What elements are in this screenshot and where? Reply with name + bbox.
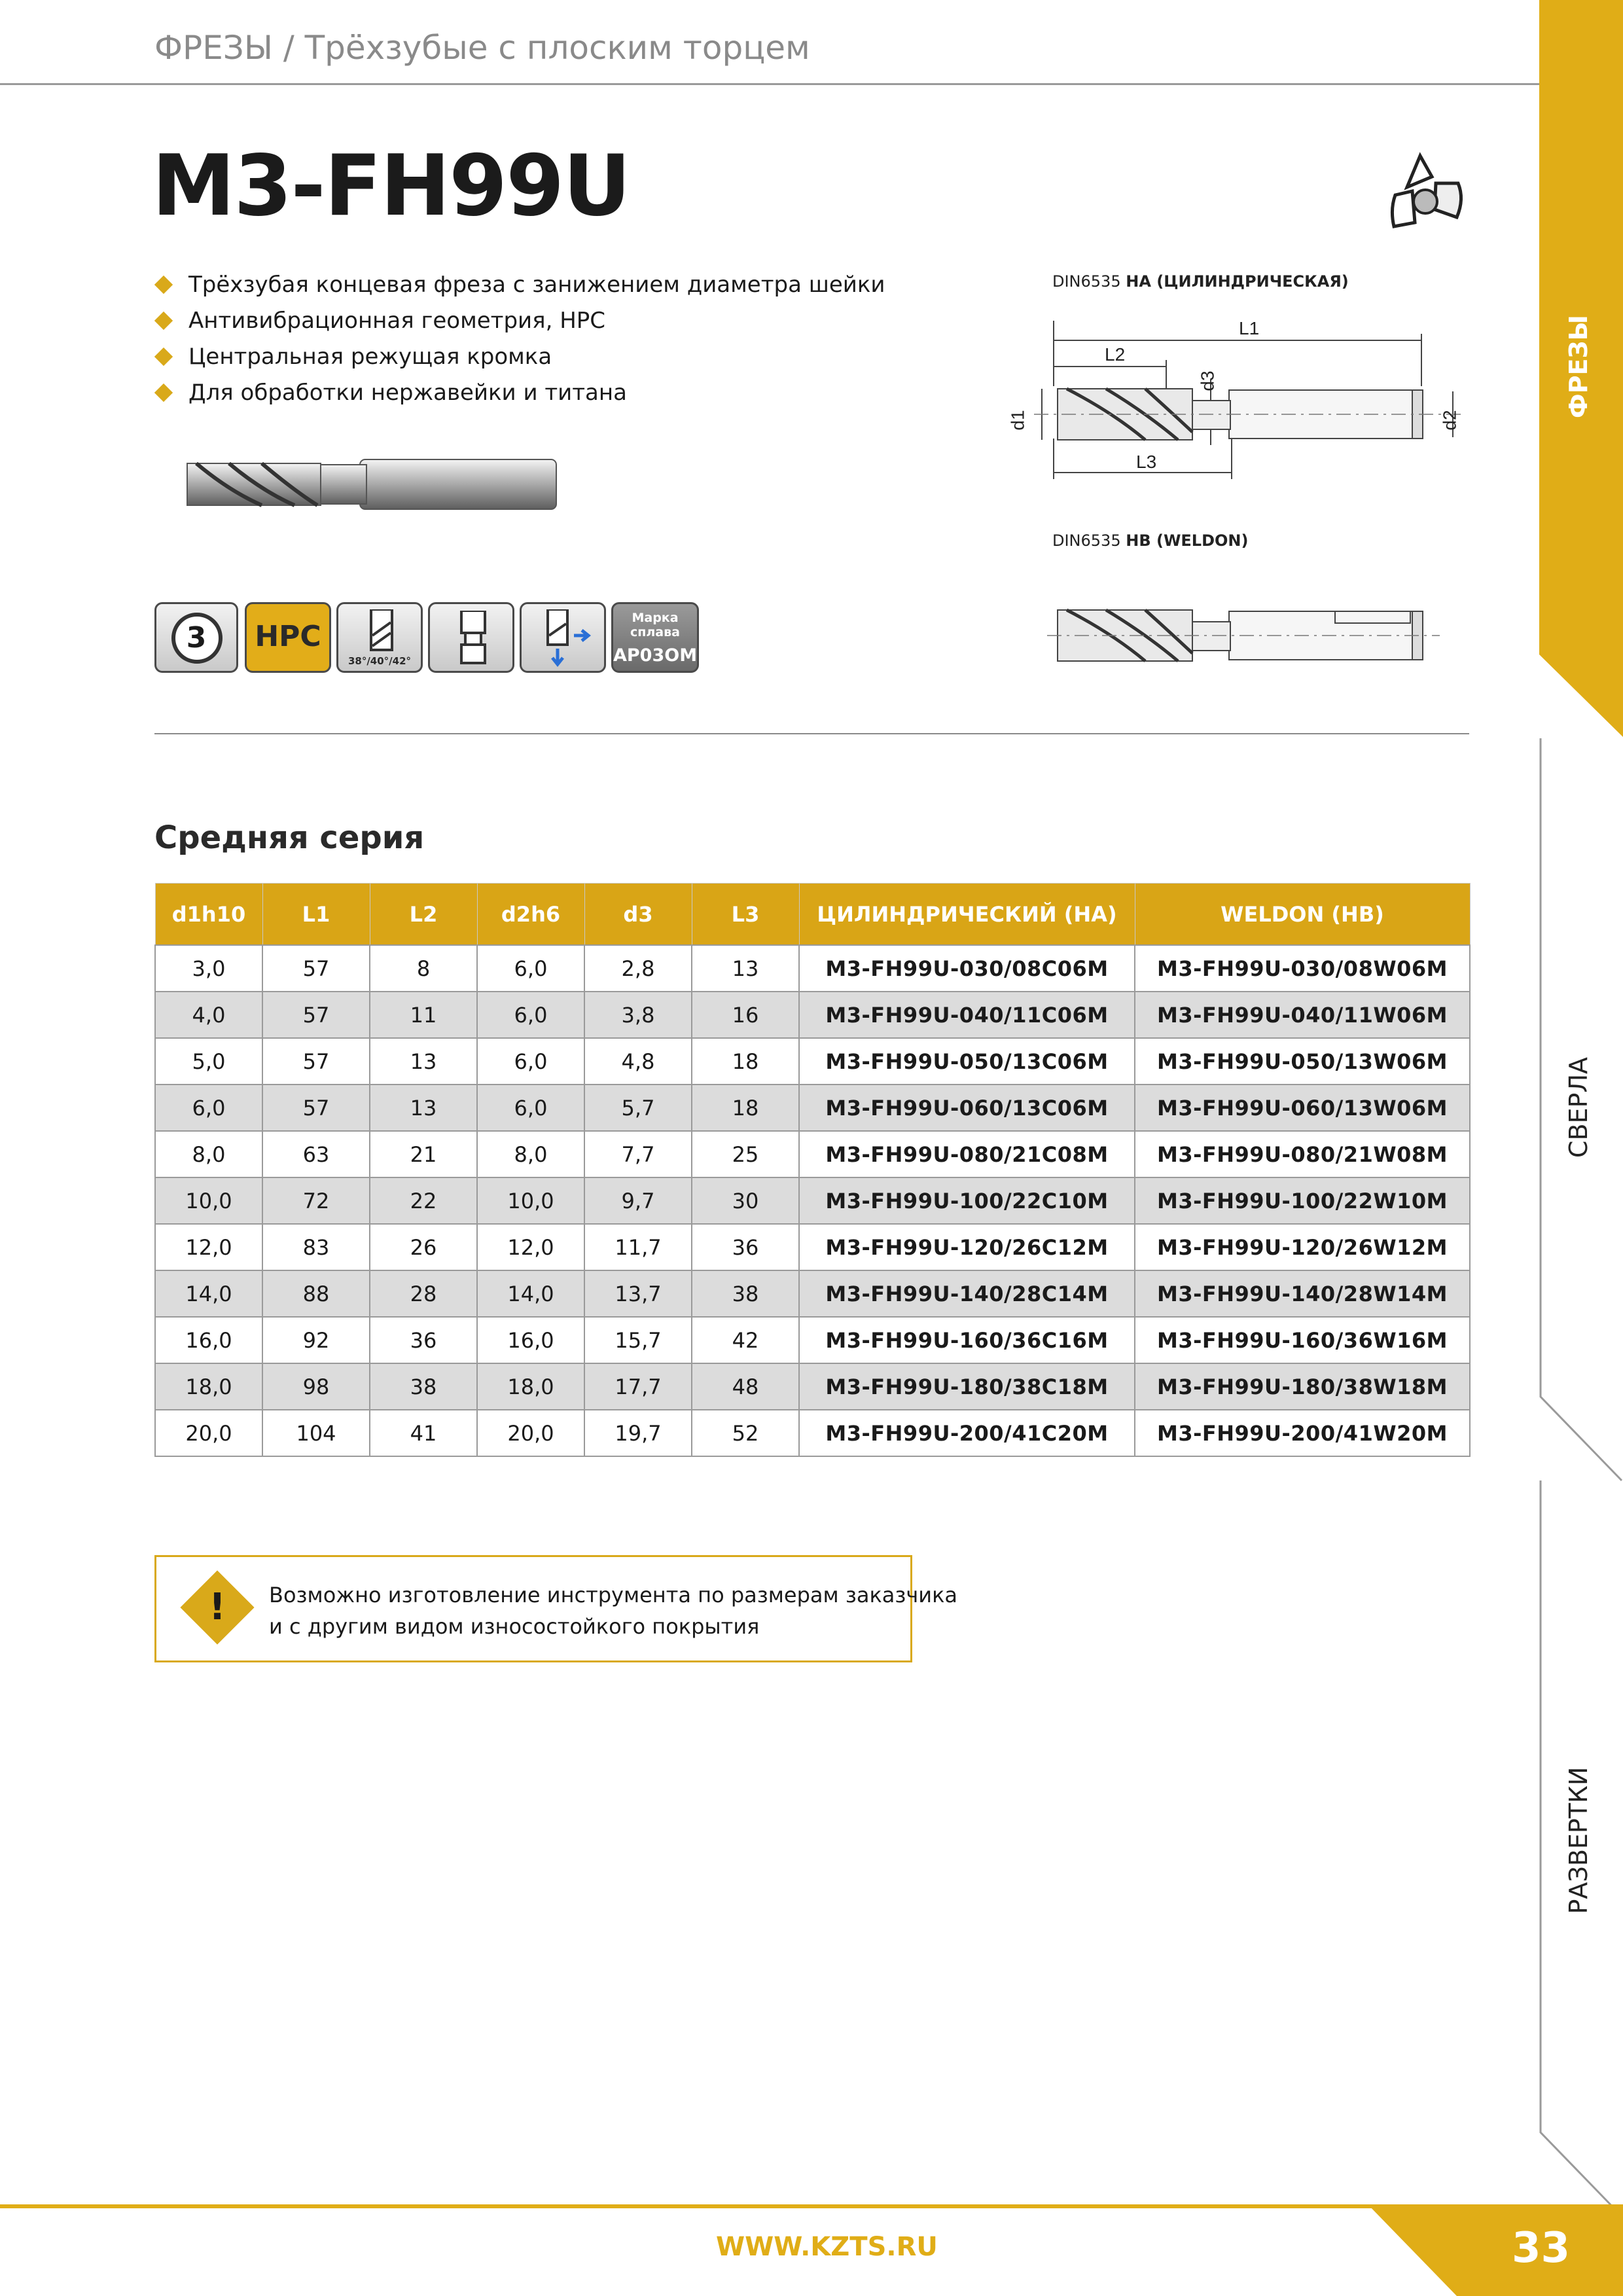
dimension-cell: 57 bbox=[262, 1085, 370, 1131]
series-title: Средняя серия bbox=[154, 819, 425, 856]
grade-value: AP03OM bbox=[613, 645, 698, 666]
dimension-cell: 28 bbox=[370, 1270, 477, 1317]
dimension-cell: 48 bbox=[692, 1363, 799, 1410]
table-row bbox=[155, 1038, 1470, 1085]
breadcrumb: ФРЕЗЫ / Трёхзубые с плоским торцем bbox=[154, 29, 810, 67]
diamond-bullet-icon bbox=[154, 312, 173, 330]
dimension-cell: 42 bbox=[692, 1317, 799, 1363]
dimension-cell: 9,7 bbox=[584, 1177, 692, 1224]
dimension-cell: 10,0 bbox=[477, 1177, 584, 1224]
dimension-cell: 8,0 bbox=[155, 1131, 262, 1177]
dimension-cell: 6,0 bbox=[477, 945, 584, 992]
dimension-cell: 16 bbox=[692, 992, 799, 1038]
dimension-cell: 20,0 bbox=[155, 1410, 262, 1456]
order-code-cell: M3-FH99U-140/28W14M bbox=[1135, 1270, 1470, 1317]
spec-table bbox=[154, 883, 1471, 1457]
order-code-cell: M3-FH99U-040/11W06M bbox=[1135, 992, 1470, 1038]
dimension-cell: 57 bbox=[262, 1038, 370, 1085]
order-code-cell: M3-FH99U-100/22C10M bbox=[799, 1177, 1135, 1224]
dimension-cell: 21 bbox=[370, 1131, 477, 1177]
feature-text: Трёхзубая концевая фреза с занижением диаметра шейки bbox=[188, 272, 885, 298]
order-code-cell: M3-FH99U-080/21C08M bbox=[799, 1131, 1135, 1177]
feature-list bbox=[154, 267, 885, 411]
dimension-cell: 52 bbox=[692, 1410, 799, 1456]
order-code-cell: M3-FH99U-100/22W10M bbox=[1135, 1177, 1470, 1224]
page-title: M3-FH99U bbox=[152, 137, 630, 235]
table-header-row bbox=[155, 884, 1470, 946]
diamond-bullet-icon bbox=[154, 384, 173, 402]
order-code-cell: M3-FH99U-180/38W18M bbox=[1135, 1363, 1470, 1410]
dimension-cell: 18,0 bbox=[477, 1363, 584, 1410]
helix-angle-icon bbox=[336, 602, 423, 673]
dimension-cell: 57 bbox=[262, 945, 370, 992]
dimension-cell: 30 bbox=[692, 1177, 799, 1224]
feature-text: Для обработки нержавейки и титана bbox=[188, 380, 627, 406]
table-row bbox=[155, 1270, 1470, 1317]
neck-relief-icon bbox=[428, 602, 514, 673]
dimension-cell: 8,0 bbox=[477, 1131, 584, 1177]
dimension-cell: 17,7 bbox=[584, 1363, 692, 1410]
order-code-cell: M3-FH99U-030/08C06M bbox=[799, 945, 1135, 992]
center-cutting-icon bbox=[520, 602, 606, 673]
plunge-direction-icon bbox=[535, 609, 595, 668]
feature-text: Антивибрационная геометрия, HPC bbox=[188, 308, 606, 334]
table-row bbox=[155, 1131, 1470, 1177]
column-header: d3 bbox=[584, 884, 692, 946]
website-link[interactable]: WWW.KZTS.RU bbox=[716, 2232, 938, 2262]
table-row bbox=[155, 1363, 1470, 1410]
dimension-cell: 22 bbox=[370, 1177, 477, 1224]
dimension-cell: 72 bbox=[262, 1177, 370, 1224]
dimension-cell: 14,0 bbox=[155, 1270, 262, 1317]
dimension-cell: 12,0 bbox=[155, 1224, 262, 1270]
feature-item bbox=[154, 339, 885, 375]
dimension-cell: 2,8 bbox=[584, 945, 692, 992]
dimension-cell: 16,0 bbox=[155, 1317, 262, 1363]
order-code-cell: M3-FH99U-140/28C14M bbox=[799, 1270, 1135, 1317]
dim-l1-label: L1 bbox=[1239, 318, 1260, 338]
din-prefix: DIN6535 bbox=[1052, 272, 1121, 291]
dimension-cell: 18 bbox=[692, 1085, 799, 1131]
note-line: Возможно изготовление инструмента по размерам заказчика bbox=[269, 1583, 958, 1607]
din-name: HB (WELDON) bbox=[1126, 531, 1249, 550]
end-mill-image bbox=[183, 452, 563, 517]
table-row bbox=[155, 1177, 1470, 1224]
diamond-bullet-icon bbox=[154, 348, 173, 366]
dimension-cell: 13 bbox=[370, 1085, 477, 1131]
feature-item bbox=[154, 303, 885, 339]
column-header: L3 bbox=[692, 884, 799, 946]
grade-icon bbox=[611, 602, 699, 673]
dimension-cell: 18,0 bbox=[155, 1363, 262, 1410]
hpc-icon bbox=[245, 602, 331, 673]
dimension-cell: 8 bbox=[370, 945, 477, 992]
dimension-cell: 13 bbox=[692, 945, 799, 992]
diamond-bullet-icon bbox=[154, 276, 173, 294]
diagram-hb-caption bbox=[1052, 531, 1248, 550]
order-code-cell: M3-FH99U-040/11C06M bbox=[799, 992, 1135, 1038]
order-code-cell: M3-FH99U-060/13W06M bbox=[1135, 1085, 1470, 1131]
dimension-cell: 83 bbox=[262, 1224, 370, 1270]
section-divider bbox=[154, 733, 1469, 734]
order-code-cell: M3-FH99U-180/38C18M bbox=[799, 1363, 1135, 1410]
dimension-cell: 18 bbox=[692, 1038, 799, 1085]
helix-tool-icon bbox=[366, 609, 397, 654]
dim-d1-label: d1 bbox=[1007, 410, 1028, 431]
dimension-cell: 3,0 bbox=[155, 945, 262, 992]
table-row bbox=[155, 992, 1470, 1038]
dimension-cell: 3,8 bbox=[584, 992, 692, 1038]
dimension-cell: 4,8 bbox=[584, 1038, 692, 1085]
dimension-cell: 88 bbox=[262, 1270, 370, 1317]
dimension-cell: 20,0 bbox=[477, 1410, 584, 1456]
footer-divider bbox=[0, 2204, 1374, 2208]
column-header: L1 bbox=[262, 884, 370, 946]
dimension-cell: 25 bbox=[692, 1131, 799, 1177]
dim-d2-label: d2 bbox=[1439, 410, 1460, 431]
order-code-cell: M3-FH99U-160/36C16M bbox=[799, 1317, 1135, 1363]
dimension-cell: 98 bbox=[262, 1363, 370, 1410]
dimension-cell: 6,0 bbox=[477, 992, 584, 1038]
reduced-neck-tool-icon bbox=[456, 611, 490, 666]
page-number: 33 bbox=[1512, 2224, 1571, 2272]
dimension-cell: 38 bbox=[692, 1270, 799, 1317]
table-row bbox=[155, 1085, 1470, 1131]
dimension-cell: 36 bbox=[692, 1224, 799, 1270]
order-code-cell: M3-FH99U-080/21W08M bbox=[1135, 1131, 1470, 1177]
grade-label: Марка сплава bbox=[630, 611, 680, 639]
dimension-cell: 5,0 bbox=[155, 1038, 262, 1085]
dimension-cell: 11 bbox=[370, 992, 477, 1038]
column-header: d2h6 bbox=[477, 884, 584, 946]
dimension-cell: 57 bbox=[262, 992, 370, 1038]
dimension-cell: 12,0 bbox=[477, 1224, 584, 1270]
dimension-cell: 38 bbox=[370, 1363, 477, 1410]
dimension-cell: 11,7 bbox=[584, 1224, 692, 1270]
diagram-ha-caption bbox=[1052, 272, 1349, 291]
dimension-cell: 13 bbox=[370, 1038, 477, 1085]
dimension-cell: 15,7 bbox=[584, 1317, 692, 1363]
diagram-hb-drawing bbox=[1047, 601, 1453, 673]
table-row bbox=[155, 1410, 1470, 1456]
dimension-cell: 5,7 bbox=[584, 1085, 692, 1131]
dimension-cell: 41 bbox=[370, 1410, 477, 1456]
order-code-cell: M3-FH99U-050/13W06M bbox=[1135, 1038, 1470, 1085]
flutes-count-value: 3 bbox=[186, 621, 207, 655]
diagram-ha-drawing bbox=[1021, 321, 1479, 491]
three-flute-section-icon bbox=[1381, 149, 1472, 241]
dimension-cell: 36 bbox=[370, 1317, 477, 1363]
dimension-cell: 19,7 bbox=[584, 1410, 692, 1456]
column-header: d1h10 bbox=[155, 884, 262, 946]
helix-angle-label: 38°/40°/42° bbox=[348, 655, 412, 667]
dimension-cell: 16,0 bbox=[477, 1317, 584, 1363]
order-code-cell: M3-FH99U-120/26W12M bbox=[1135, 1224, 1470, 1270]
header-divider bbox=[0, 83, 1539, 85]
dim-l2-label: L2 bbox=[1105, 344, 1126, 365]
page-number-tab bbox=[1368, 2204, 1623, 2296]
din-name: HA (ЦИЛИНДРИЧЕСКАЯ) bbox=[1126, 272, 1349, 291]
order-code-cell: M3-FH99U-200/41W20M bbox=[1135, 1410, 1470, 1456]
note-line: и с другим видом износостойкого покрытия bbox=[269, 1614, 760, 1639]
hpc-label: HPC bbox=[255, 620, 321, 653]
side-tab-sverla[interactable]: СВЕРЛА bbox=[1564, 1056, 1593, 1158]
dim-d3-label: d3 bbox=[1197, 370, 1218, 391]
flutes-count-icon bbox=[154, 602, 238, 673]
dimension-cell: 7,7 bbox=[584, 1131, 692, 1177]
dimension-cell: 92 bbox=[262, 1317, 370, 1363]
side-tab-frezy[interactable]: ФРЕЗЫ bbox=[1564, 315, 1593, 418]
order-code-cell: M3-FH99U-030/08W06M bbox=[1135, 945, 1470, 992]
dimension-cell: 6,0 bbox=[155, 1085, 262, 1131]
table-body bbox=[155, 945, 1470, 1456]
table-row bbox=[155, 945, 1470, 992]
dimension-cell: 13,7 bbox=[584, 1270, 692, 1317]
dimension-cell: 104 bbox=[262, 1410, 370, 1456]
order-code-cell: M3-FH99U-200/41C20M bbox=[799, 1410, 1135, 1456]
exclamation-icon: ! bbox=[209, 1586, 226, 1628]
feature-text: Центральная режущая кромка bbox=[188, 344, 552, 370]
dimension-cell: 10,0 bbox=[155, 1177, 262, 1224]
dimension-cell: 26 bbox=[370, 1224, 477, 1270]
order-code-cell: M3-FH99U-120/26C12M bbox=[799, 1224, 1135, 1270]
note-box bbox=[154, 1555, 958, 1662]
dimension-cell: 6,0 bbox=[477, 1085, 584, 1131]
table-row bbox=[155, 1224, 1470, 1270]
dim-l3-label: L3 bbox=[1136, 452, 1157, 472]
dimension-cell: 63 bbox=[262, 1131, 370, 1177]
din-prefix: DIN6535 bbox=[1052, 531, 1121, 550]
dimension-cell: 6,0 bbox=[477, 1038, 584, 1085]
column-header: WELDON (HB) bbox=[1135, 884, 1470, 946]
table-row bbox=[155, 1317, 1470, 1363]
dimension-cell: 14,0 bbox=[477, 1270, 584, 1317]
column-header: ЦИЛИНДРИЧЕСКИЙ (HA) bbox=[799, 884, 1135, 946]
feature-item bbox=[154, 267, 885, 303]
order-code-cell: M3-FH99U-160/36W16M bbox=[1135, 1317, 1470, 1363]
order-code-cell: M3-FH99U-060/13C06M bbox=[799, 1085, 1135, 1131]
column-header: L2 bbox=[370, 884, 477, 946]
dimension-cell: 4,0 bbox=[155, 992, 262, 1038]
order-code-cell: M3-FH99U-050/13C06M bbox=[799, 1038, 1135, 1085]
side-tab-razvertki[interactable]: РАЗВЕРТКИ bbox=[1564, 1767, 1593, 1914]
note-text bbox=[269, 1579, 957, 1642]
feature-item bbox=[154, 375, 885, 411]
